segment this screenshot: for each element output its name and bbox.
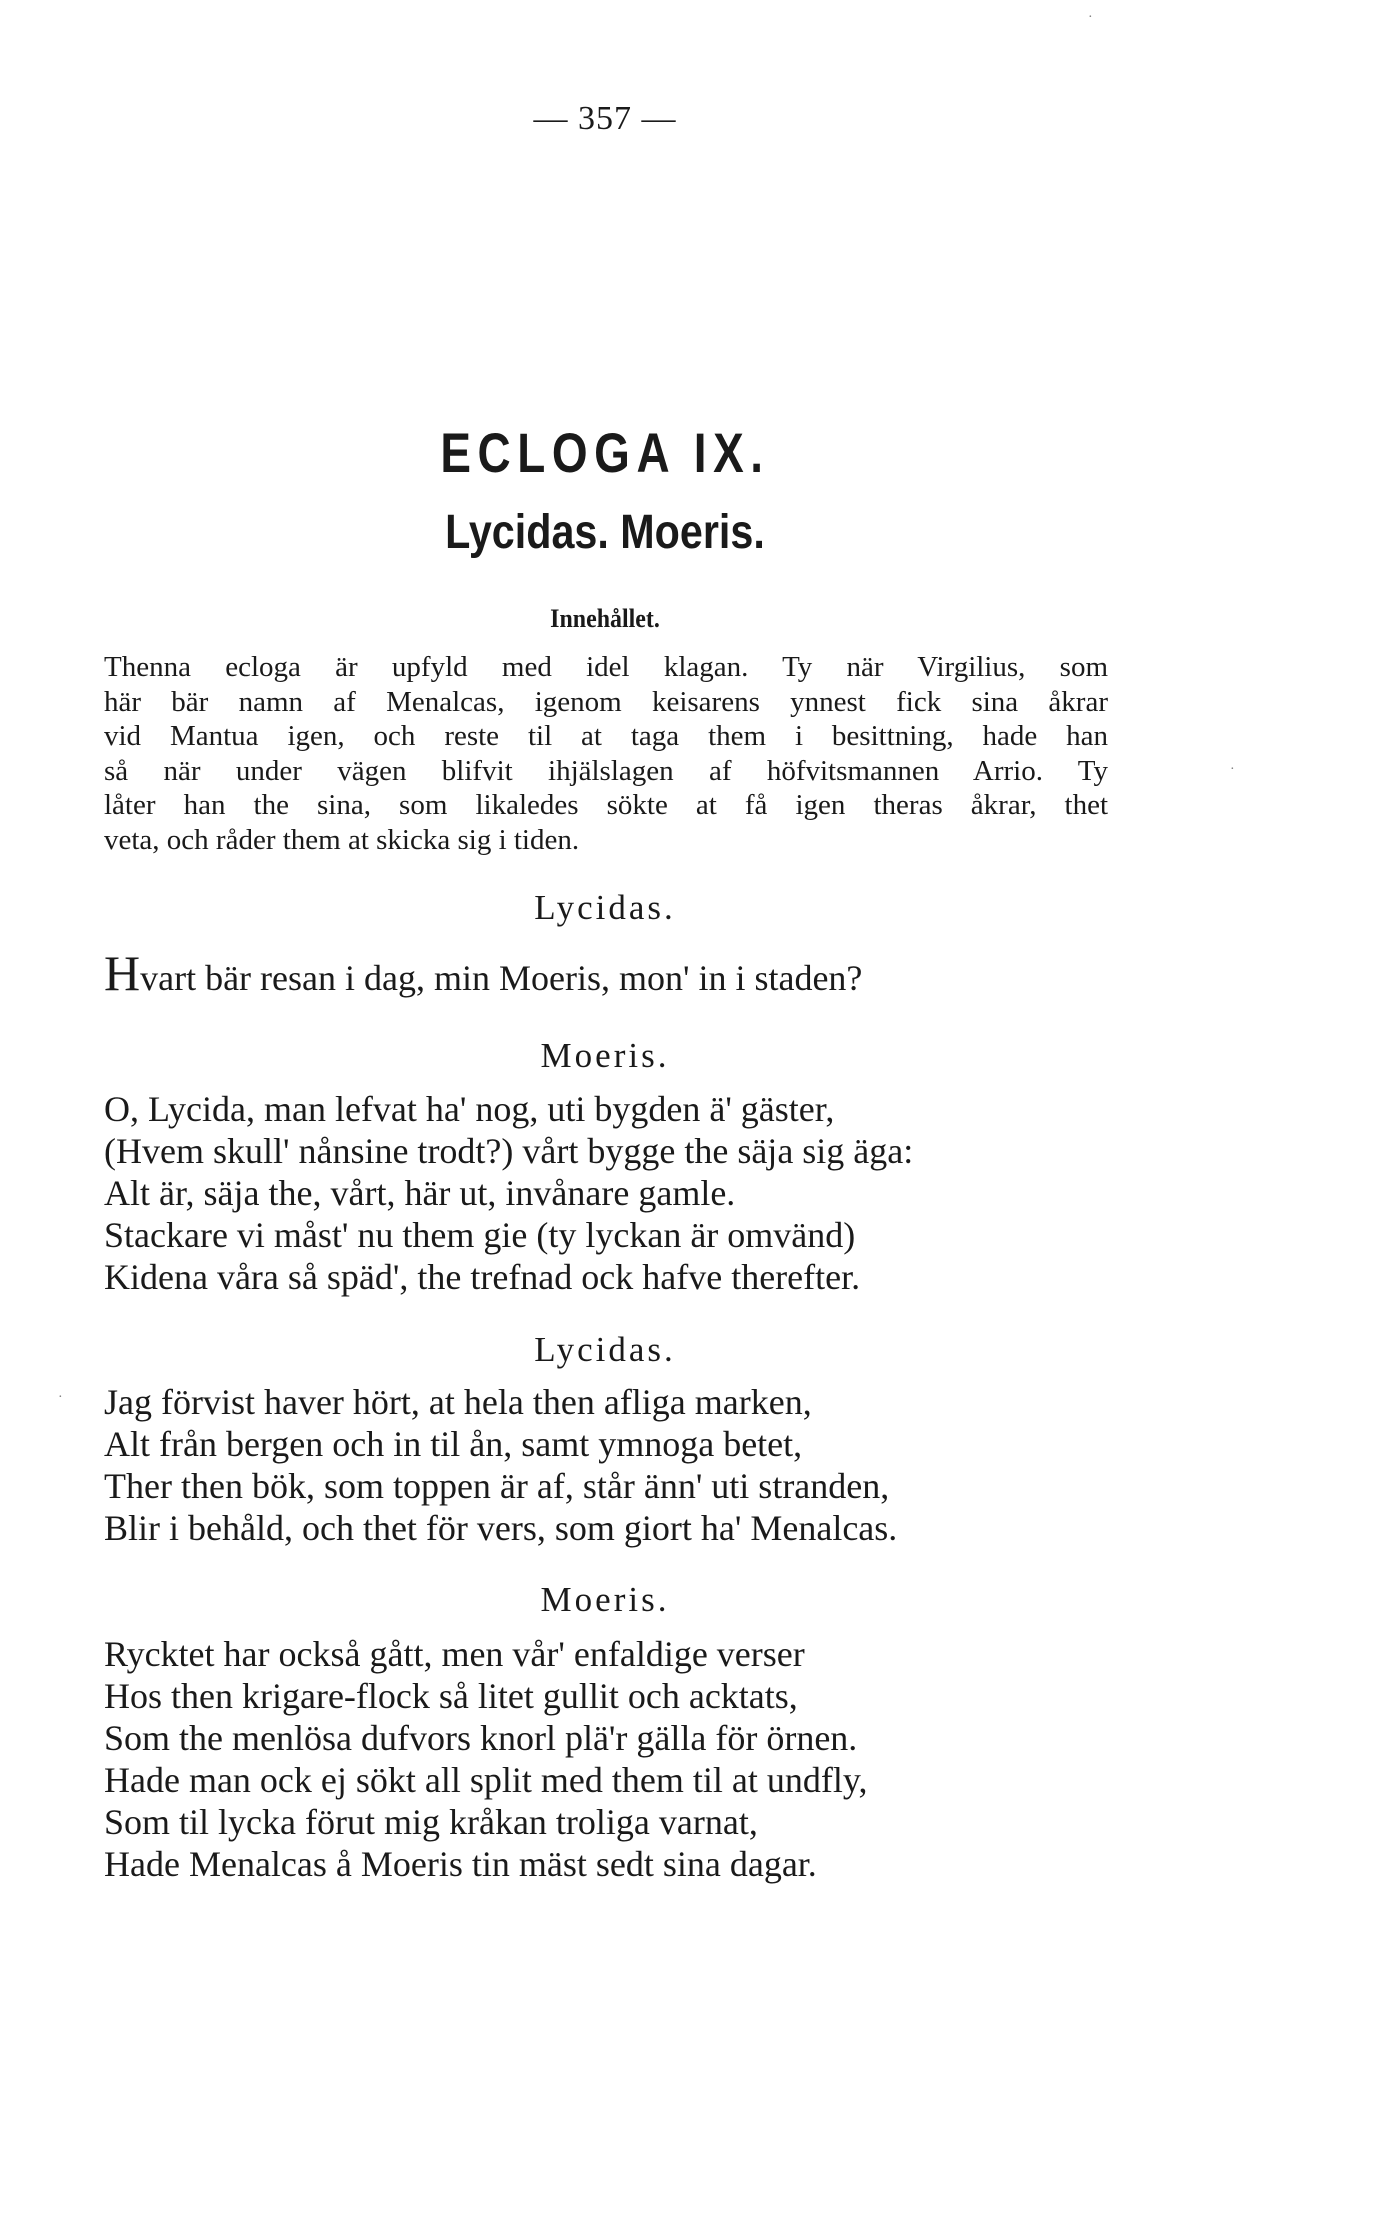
scan-speck: · (58, 1390, 63, 1405)
summary-line: veta, och råder them at skicka sig i tiden. (104, 823, 580, 856)
verse-line: (Hvem skull' nånsine trodt?) vårt bygge the säja sig äga: (104, 1131, 914, 1171)
speaker-name: Lycidas. (534, 1330, 676, 1369)
verse-line: Jag förvist haver hört, at hela then afliga marken, (104, 1382, 812, 1422)
speaker-name: Moeris. (540, 1580, 670, 1619)
summary-line: Thenna ecloga är upfyld med idel klagan. Ty när Virgilius, som (104, 651, 1108, 683)
page-number: — 357 — (533, 100, 677, 137)
verse-line: Alt är, säja the, vårt, här ut, invånare gamle. (104, 1173, 736, 1213)
speaker-name: Lycidas. (534, 888, 676, 927)
verse-line: Hos then krigare-flock så litet gullit och acktats, (104, 1676, 798, 1716)
drop-cap: H (104, 945, 141, 1001)
verse-block (104, 945, 863, 1001)
summary-line: här bär namn af Menalcas, igenom keisarens ynnest fick sina åkrar (104, 685, 1108, 718)
verse-line: Hade Menalcas å Moeris tin mäst sedt sina dagar. (104, 1844, 817, 1884)
verse-line: Ther then bök, som toppen är af, står änn' uti stranden, (104, 1466, 890, 1506)
summary-line: så när under vägen blifvit ihjälslagen af höfvitsmannen Arrio. Ty (104, 754, 1108, 787)
eclogue-title: ECLOGA IX. (440, 421, 770, 484)
verse-block (104, 1381, 897, 1549)
summary-line: vid Mantua igen, och reste til at taga them i besittning, hade han (104, 720, 1108, 752)
verse-line: O, Lycida, man lefvat ha' nog, uti bygden ä' gäster, (104, 1089, 835, 1129)
summary-heading: Innehållet. (550, 604, 660, 633)
verse-line (104, 945, 863, 1001)
summary-paragraph (104, 650, 1108, 857)
verse-line: Alt från bergen och in til ån, samt ymnoga betet, (104, 1424, 803, 1464)
verse-line: Som til lycka förut mig kråkan troliga varnat, (104, 1802, 758, 1842)
eclogue-characters: Lycidas. Moeris. (445, 506, 765, 559)
verse-block (104, 1633, 868, 1885)
verse-line: Blir i behåld, och thet för vers, som giort ha' Menalcas. (104, 1508, 898, 1548)
scan-speck: · (1230, 762, 1235, 777)
verse-line: Rycktet har också gått, men vår' enfaldige verser (104, 1634, 805, 1674)
verse-line: Hade man ock ej sökt all split med them til at undfly, (104, 1760, 868, 1800)
verse-block (104, 1088, 913, 1298)
verse-line: Stackare vi måst' nu them gie (ty lyckan är omvänd) (104, 1215, 856, 1255)
scan-speck: · (1088, 10, 1093, 25)
verse-line: Kidena våra så späd', the trefnad ock hafve therefter. (104, 1257, 861, 1297)
verse-line-text: vart bär resan i dag, min Moeris, mon' in i staden? (140, 958, 863, 998)
verse-line: Som the menlösa dufvors knorl plä'r gälla för örnen. (104, 1718, 858, 1758)
speaker-name: Moeris. (540, 1036, 670, 1075)
summary-line: låter han the sina, som likaledes sökte at få igen theras åkrar, thet (104, 789, 1108, 821)
